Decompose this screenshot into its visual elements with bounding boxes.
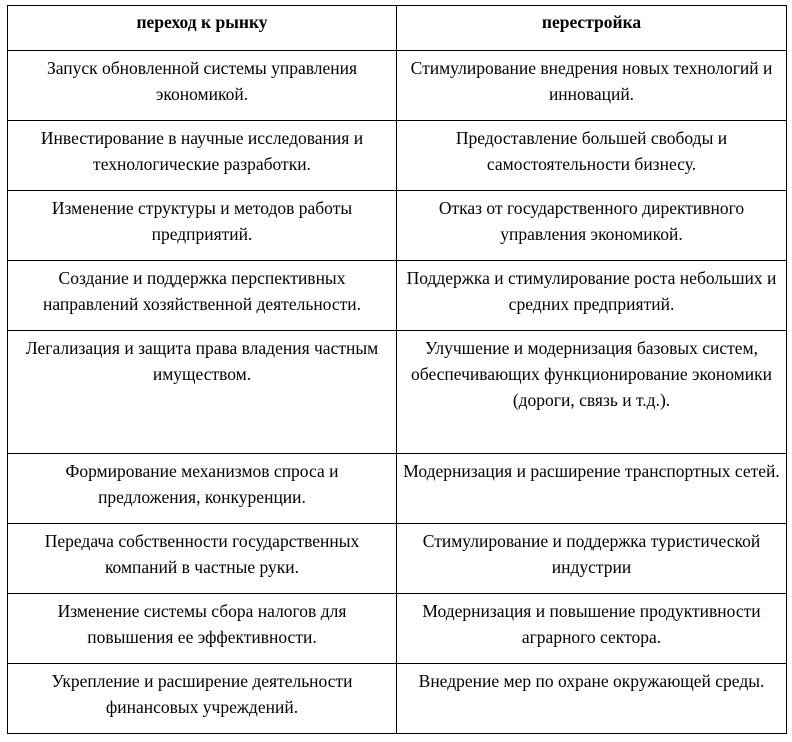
- cell-market: Инвестирование в научные исследования и технологические разработки.: [8, 121, 397, 191]
- cell-market: Запуск обновленной системы управления экономикой.: [8, 51, 397, 121]
- comparison-table: [7, 5, 787, 734]
- cell-market: Укрепление и расширение деятельности финансовых учреждений.: [8, 664, 397, 734]
- header-perestroika: перестройка: [397, 6, 787, 51]
- cell-market: Формирование механизмов спроса и предложения, конкуренции.: [8, 454, 397, 524]
- header-market-transition: переход к рынку: [8, 6, 397, 51]
- cell-market: Легализация и защита права владения частным имуществом.: [8, 331, 397, 454]
- cell-perestroika: Отказ от государственного директивного управления экономикой.: [397, 191, 787, 261]
- table-row: [8, 331, 787, 454]
- table-row: [8, 121, 787, 191]
- cell-perestroika: Внедрение мер по охране окружающей среды.: [397, 664, 787, 734]
- cell-perestroika: Стимулирование внедрения новых технологий и инноваций.: [397, 51, 787, 121]
- cell-perestroika: Стимулирование и поддержка туристической индустрии: [397, 524, 787, 594]
- table-row: [8, 664, 787, 734]
- cell-market: Создание и поддержка перспективных направлений хозяйственной деятельности.: [8, 261, 397, 331]
- cell-market: Изменение структуры и методов работы предприятий.: [8, 191, 397, 261]
- cell-market: Изменение системы сбора налогов для повышения ее эффективности.: [8, 594, 397, 664]
- cell-perestroika: Предоставление большей свободы и самостоятельности бизнесу.: [397, 121, 787, 191]
- table-row: [8, 261, 787, 331]
- cell-perestroika: Модернизация и расширение транспортных сетей.: [397, 454, 787, 524]
- cell-perestroika: Модернизация и повышение продуктивности аграрного сектора.: [397, 594, 787, 664]
- table-header-row: [8, 6, 787, 51]
- table-row: [8, 594, 787, 664]
- table-row: [8, 454, 787, 524]
- table-row: [8, 191, 787, 261]
- table-row: [8, 51, 787, 121]
- cell-perestroika: Улучшение и модернизация базовых систем, обеспечивающих функционирование экономики (дороги, связь и т.д.).: [397, 331, 787, 454]
- cell-perestroika: Поддержка и стимулирование роста небольших и средних предприятий.: [397, 261, 787, 331]
- table-row: [8, 524, 787, 594]
- cell-market: Передача собственности государственных компаний в частные руки.: [8, 524, 397, 594]
